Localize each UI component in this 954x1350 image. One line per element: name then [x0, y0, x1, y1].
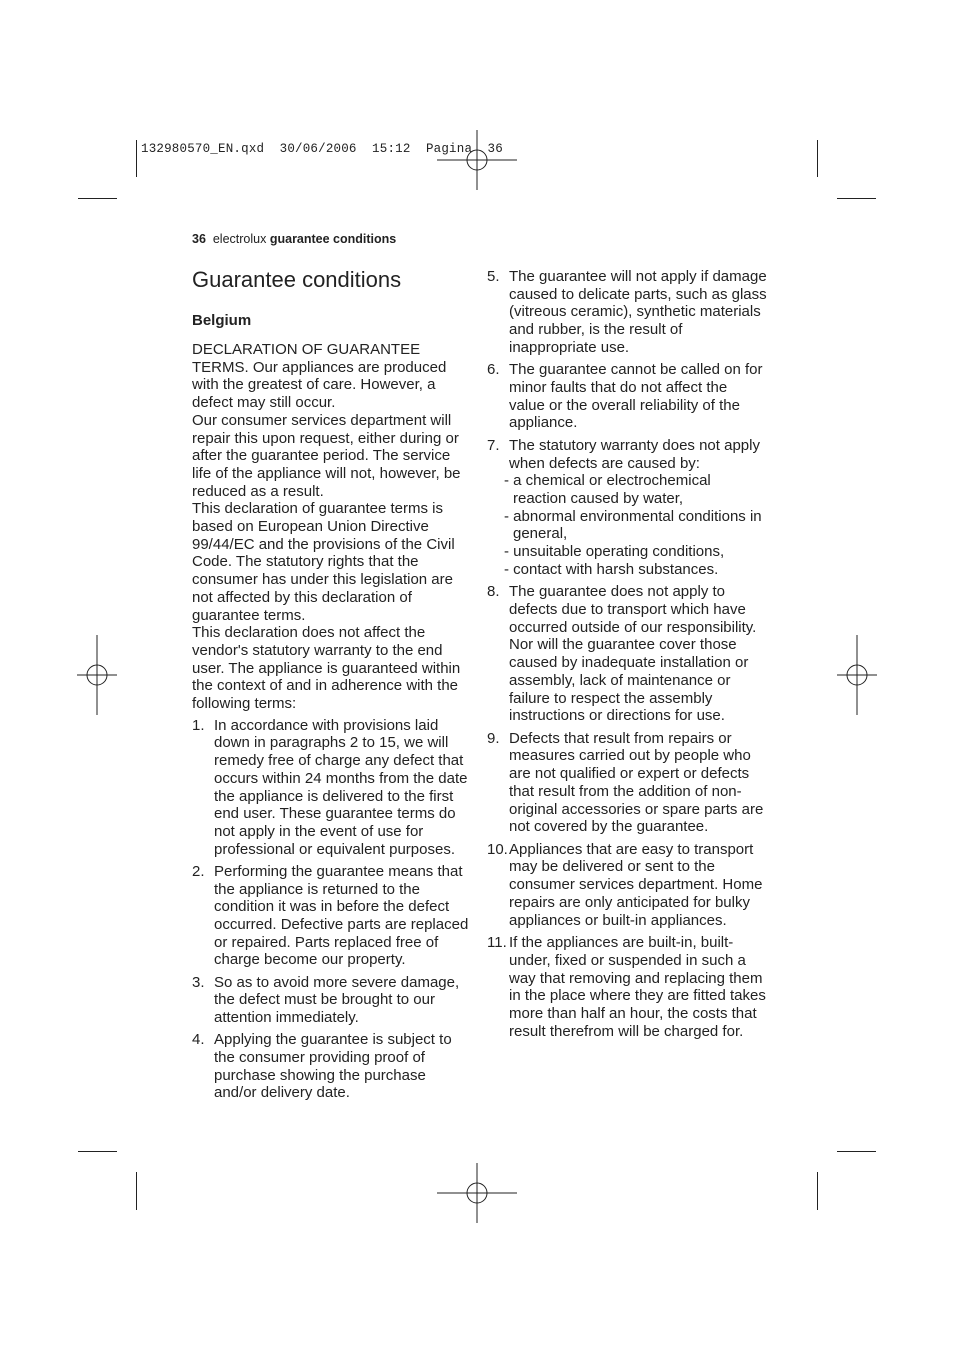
crop-mark [136, 140, 137, 177]
cause-item: - abnormal environmental conditions in general, [504, 507, 762, 543]
crop-mark [78, 198, 117, 199]
left-column [192, 266, 472, 1107]
crop-mark [837, 1151, 876, 1152]
running-header [192, 232, 396, 246]
term-number: 5. [487, 268, 500, 285]
page-title: Guarantee conditions [192, 267, 402, 292]
term-item [487, 437, 767, 579]
terms-list [487, 268, 767, 1040]
crop-mark [817, 140, 818, 177]
term-item [192, 974, 472, 1027]
page-number: 36 [192, 232, 206, 246]
term-number: 11. [487, 934, 507, 952]
term-item [487, 268, 767, 357]
brand-name: electrolux [212, 232, 267, 246]
terms-list [192, 717, 472, 1102]
term-item [192, 1031, 472, 1102]
cause-list [500, 472, 767, 578]
term-item [487, 841, 767, 930]
term-text: The guarantee cannot be called on for minor faults that do not affect the value or the overall reliability of the appliance. [509, 361, 763, 432]
term-text: Performing the guarantee means that the appliance is returned to the condition it was in before the defect occurred. Defective parts are replaced or repaired. Parts replaced free of charge become our property. [214, 862, 469, 969]
intro-paragraph: DECLARATION OF GUARANTEE TERMS. Our appliances are produced with the greatest of care. However, a defect may still occur. [192, 341, 447, 412]
term-text: If the appliances are built-in, built-under, fixed or suspended in such a way that removing and replacing them in the place where they are fitted takes more than half an hour, the costs that result therefrom will be charged for. [509, 934, 766, 1040]
registration-mark-icon [77, 635, 117, 715]
term-text: Defects that result from repairs or measures carried out by people who are not qualified or expert or defects that result from the addition of non-original accessories or spare parts are not covered by the guarantee. [509, 729, 764, 836]
term-item [192, 717, 472, 859]
file-slug: 132980570_EN.qxd 30/06/2006 15:12 Pagina 36 [141, 142, 503, 156]
term-number: 4. [192, 1031, 205, 1049]
term-number: 2. [192, 862, 205, 880]
term-text: So as to avoid more severe damage, the defect must be brought to our attention immediately. [214, 973, 460, 1027]
intro-paragraph: Our consumer services department will repair this upon request, either during or after the guarantee period. The service life of the appliance will not, however, be reduced as a result. [192, 411, 461, 500]
cause-item: - unsuitable operating conditions, [504, 543, 725, 561]
term-item [487, 583, 767, 725]
cause-item: - a chemical or electrochemical reaction caused by water, [504, 472, 711, 508]
right-column [487, 268, 767, 1045]
intro [192, 341, 472, 713]
registration-mark-icon [437, 1163, 517, 1223]
cause-item: - contact with harsh substances. [504, 560, 719, 578]
intro-paragraph: This declaration does not affect the vendor's statutory warranty to the end user. The appliance is guaranteed within the context of and in adherence with the following terms: [192, 624, 461, 713]
term-item [192, 863, 472, 969]
term-item [487, 934, 767, 1040]
term-item [487, 361, 767, 432]
term-number: 9. [487, 729, 500, 747]
crop-mark [837, 198, 876, 199]
registration-mark-icon [837, 635, 877, 715]
country-heading: Belgium [192, 312, 252, 329]
term-number: 7. [487, 436, 500, 454]
term-number: 10. [487, 840, 508, 858]
term-number: 6. [487, 361, 500, 379]
term-text: The guarantee does not apply to defects due to transport which have occurred outside of our responsibility. Nor will the guarantee cover those caused by inadequate installation or assembly, lack of maintenance or failure to respect the assembly instructions or directions for use. [509, 583, 757, 725]
term-text: In accordance with provisions laid down in paragraphs 2 to 15, we will remedy free of charge any defect that occurs within 24 months from the date the appliance is delivered to the first end user. These guarantee terms do not apply in the event of use for professional or equivalent purposes. [214, 716, 468, 858]
term-text: The statutory warranty does not apply when defects are caused by: [509, 436, 760, 472]
term-item [487, 730, 767, 836]
crop-mark [817, 1172, 818, 1210]
intro-paragraph: This declaration of guarantee terms is based on European Union Directive 99/44/EC and the provisions of the Civil Code. The statutory rights that the consumer has under this legislation are not affected by this declaration of guarantee terms. [192, 500, 455, 624]
term-text: Applying the guarantee is subject to the consumer providing proof of purchase showing the purchase and/or delivery date. [214, 1031, 452, 1102]
term-text: The guarantee will not apply if damage caused to delicate parts, such as glass (vitreous ceramic), synthetic materials and rubber, is the result of inappropriate use. [509, 268, 767, 356]
crop-mark [78, 1151, 117, 1152]
registration-mark-icon [437, 130, 517, 190]
term-text: Appliances that are easy to transport may be delivered or sent to the consumer services department. Home repairs are only anticipated for bulky appliances or built-in appliances. [509, 840, 763, 929]
term-number: 3. [192, 973, 205, 991]
term-number: 8. [487, 583, 500, 601]
term-number: 1. [192, 716, 205, 734]
crop-mark [136, 1172, 137, 1210]
section-name: guarantee conditions [269, 232, 397, 246]
